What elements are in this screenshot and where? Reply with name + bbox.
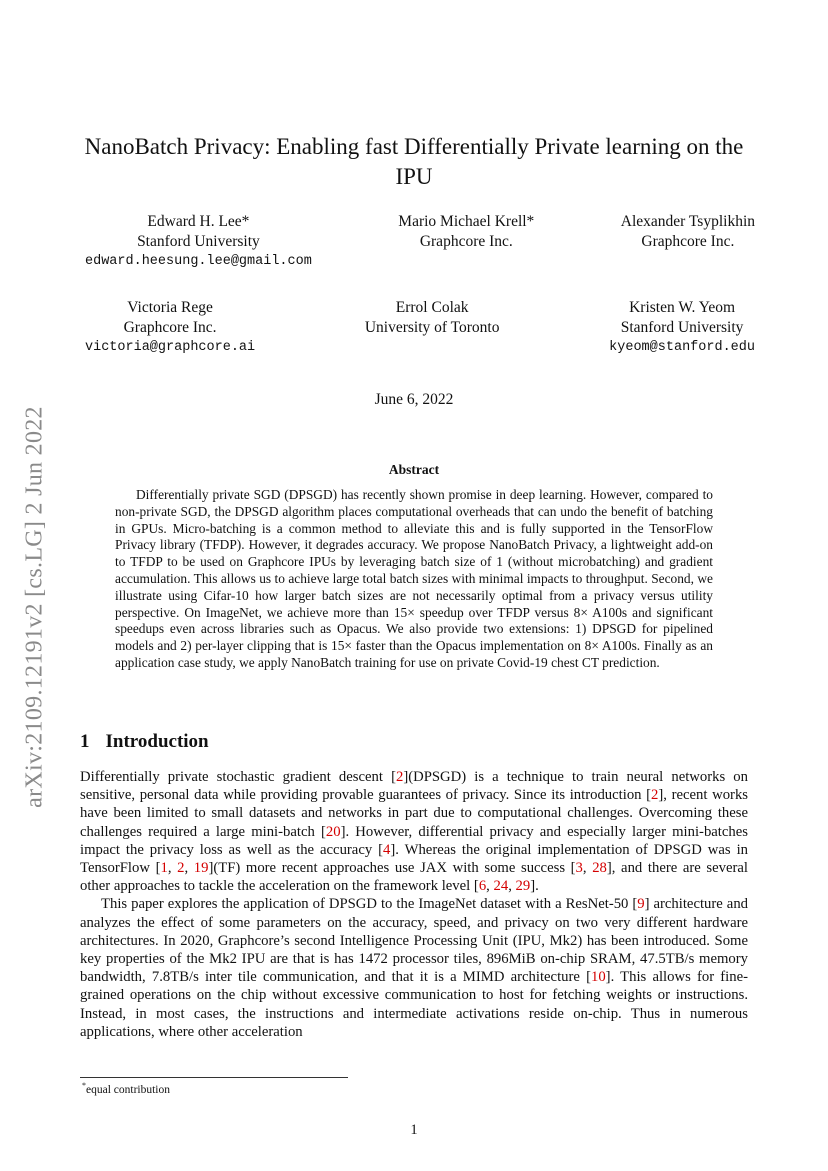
text-run: ](TF) more recent approaches use JAX with some success [ bbox=[208, 860, 576, 877]
author-affiliation: Graphcore Inc. bbox=[419, 233, 513, 250]
author-affiliation: Stanford University bbox=[137, 233, 260, 250]
footnote-divider bbox=[80, 1077, 348, 1078]
author-name: Alexander Tsyplikhin bbox=[620, 213, 755, 230]
text-run: ]. bbox=[530, 878, 539, 895]
author-name: Victoria Rege bbox=[127, 299, 213, 316]
text-run: ]. This allows for fine-grained operations on the chip without excessive communication to host for fetching weights or instructions. Instead, in most cases, the instructions and intermediate activations reside on-chip. Thus in numerous applications, where other acceleration bbox=[80, 969, 748, 1040]
citation-link[interactable]: 1 bbox=[160, 860, 168, 877]
text-run: This paper explores the application of DPSGD to the ImageNet dataset with a ResNet-50 [ bbox=[101, 896, 638, 913]
text-run: , bbox=[508, 878, 516, 895]
citation-link[interactable]: 3 bbox=[575, 860, 583, 877]
author-email[interactable]: victoria@graphcore.ai bbox=[85, 340, 256, 355]
author-name: Errol Colak bbox=[395, 299, 469, 316]
citation-link[interactable]: 29 bbox=[515, 878, 531, 895]
citation-link[interactable]: 4 bbox=[383, 841, 391, 858]
section-title: Introduction bbox=[105, 731, 209, 752]
citation-link[interactable]: 28 bbox=[592, 860, 607, 877]
author-block bbox=[85, 212, 312, 272]
author-block bbox=[609, 298, 755, 358]
footnote-text: equal contribution bbox=[86, 1083, 170, 1096]
citation-link[interactable]: 2 bbox=[651, 787, 659, 804]
body-text bbox=[80, 768, 748, 1041]
text-run: ]. However, differential privacy and especially larger mini-batches impact the privacy loss as well as the accuracy [ bbox=[80, 823, 748, 858]
text-run: , bbox=[184, 860, 194, 877]
author-block bbox=[365, 298, 500, 358]
text-run: Differentially private stochastic gradient descent [ bbox=[80, 769, 396, 785]
citation-link[interactable]: 6 bbox=[478, 878, 487, 895]
author-email[interactable]: edward.heesung.lee@gmail.com bbox=[85, 254, 312, 269]
citation-link[interactable]: 10 bbox=[590, 969, 606, 986]
text-run: ], and there are several other approaches to tackle the acceleration on the framework level [ bbox=[80, 860, 749, 895]
footnote-mark: * bbox=[82, 1081, 86, 1090]
citation-link[interactable]: 19 bbox=[193, 860, 209, 877]
author-name: Kristen W. Yeom bbox=[629, 299, 736, 316]
page-number: 1 bbox=[410, 1122, 418, 1138]
section-number: 1 bbox=[80, 731, 90, 752]
author-block bbox=[621, 212, 755, 272]
author-block bbox=[85, 298, 255, 358]
author-name: Mario Michael Krell* bbox=[398, 213, 535, 230]
text-run: , bbox=[167, 860, 178, 877]
citation-link[interactable]: 20 bbox=[325, 823, 341, 840]
arxiv-identifier: arXiv:2109.12191v2 [cs.LG] 2 Jun 2022 bbox=[21, 406, 48, 808]
author-block bbox=[398, 212, 534, 272]
author-name: Edward H. Lee* bbox=[147, 213, 250, 230]
author-affiliation: University of Toronto bbox=[364, 319, 500, 336]
text-run: , bbox=[486, 878, 494, 895]
abstract-text: Differentially private SGD (DPSGD) has recently shown promise in deep learning. However, compared to non-private SGD, the DPSGD algorithm places computational overheads that can undo the benefit of batching in GPUs. Micro-batching is a common method to alleviate this and is fully supported in the TensorFlow Privacy library (TFDP). However, it degrades accuracy. We propose NanoBatch Privacy, a lightweight add-on to TFDP to be used on Graphcore IPUs by leveraging batch size of 1 (without microbatching) and gradient accumulation. This allows us to achieve large total batch sizes with minimal impacts to throughput. Second, we illustrate using Cifar-10 how larger batch sizes are not necessarily optimal from a privacy versus utility perspective. On ImageNet, we achieve more than 15× speedup over TFDP versus 8× A100s and significant speedups even across libraries such as Opacus. We also provide two extensions: 1) DPSGD for pipelined models and 2) per-layer clipping that is 15× faster than the Opacus implementation on 8× A100s. Finally as an application case study, we apply NanoBatch training for use on private Covid-19 chest CT prediction. bbox=[115, 487, 713, 670]
footnote bbox=[82, 1081, 170, 1096]
author-affiliation: Stanford University bbox=[620, 319, 744, 336]
authors-row-1 bbox=[85, 212, 755, 272]
citation-link[interactable]: 9 bbox=[637, 896, 645, 913]
citation-link[interactable]: 24 bbox=[493, 878, 509, 895]
author-affiliation: Graphcore Inc. bbox=[123, 319, 217, 336]
text-run: ](DPSGD) is a technique to train neural networks on sensitive, personal data while providing provable guarantees of privacy. Since its introduction [ bbox=[80, 769, 748, 804]
authors-row-2 bbox=[85, 298, 755, 358]
paper-title: NanoBatch Privacy: Enabling fast Differentially Private learning on the IPU bbox=[84, 134, 744, 189]
section-heading bbox=[80, 731, 209, 753]
text-run: ] architecture and analyzes the effect of some parameters on the accuracy, speed, and privacy on two very different hardware architectures. In 2020, Graphcore’s second Intelligence Processing Unit (IPU, Mk2) has been introduced. Some key properties of the Mk2 IPU are that is has 1472 processor tiles, 896MiB on-chip SRAM, 47.5TB/s memory bandwidth, 7.8TB/s inter tile communication, and that it is a MIMD architecture [ bbox=[80, 896, 749, 986]
paragraph bbox=[80, 895, 748, 1041]
author-email[interactable]: kyeom@stanford.edu bbox=[609, 340, 755, 355]
text-run: , bbox=[582, 860, 593, 877]
citation-link[interactable]: 2 bbox=[177, 860, 185, 877]
paragraph bbox=[80, 768, 748, 895]
citation-link[interactable]: 2 bbox=[395, 769, 404, 785]
publication-date: June 6, 2022 bbox=[374, 391, 454, 408]
author-affiliation: Graphcore Inc. bbox=[641, 233, 735, 250]
abstract-heading: Abstract bbox=[388, 462, 440, 477]
text-run: ]. Whereas the original implementation of DPSGD was in TensorFlow [ bbox=[80, 841, 748, 877]
text-run: ], recent works have been limited to small datasets and networks in part due to computational challenges. Overcoming these challenges required a large mini-batch [ bbox=[80, 787, 748, 840]
